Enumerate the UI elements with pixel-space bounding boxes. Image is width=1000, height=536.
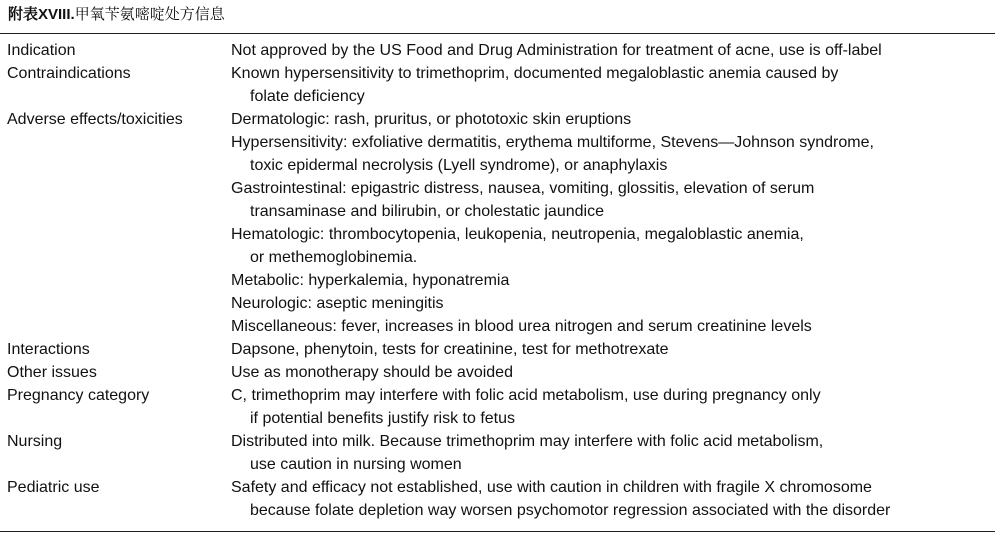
table-title-text: 甲氧苄氨嘧啶处方信息 [74, 6, 225, 23]
table-row [0, 39, 995, 62]
content-line-continued: or methemoglobinemia. [250, 249, 418, 266]
table-row [0, 361, 995, 384]
content-line: Distributed into milk. Because trimethoprim may interfere with folic acid metabolism, [231, 433, 824, 450]
content-line: Miscellaneous: fever, increases in blood urea nitrogen and serum creatinine levels [231, 318, 812, 335]
content-line: Use as monotherapy should be avoided [231, 364, 513, 381]
row-content [231, 361, 995, 384]
table-row [0, 108, 995, 338]
row-label: Pediatric use [7, 479, 100, 496]
row-content [231, 108, 995, 338]
content-line: Metabolic: hyperkalemia, hyponatremia [231, 272, 510, 289]
top-rule [0, 33, 995, 34]
content-line-continued: because folate depletion way worsen psychomotor regression associated with the disorder [250, 502, 891, 519]
content-line: Known hypersensitivity to trimethoprim, documented megaloblastic anemia caused by [231, 65, 839, 82]
table-title-number: 附表XVIII. [8, 6, 75, 23]
table-row [0, 384, 995, 430]
row-label: Interactions [7, 341, 90, 358]
row-label: Other issues [7, 364, 97, 381]
row-content [231, 39, 995, 62]
content-line: Neurologic: aseptic meningitis [231, 295, 444, 312]
row-label: Contraindications [7, 65, 131, 82]
content-line: Not approved by the US Food and Drug Administration for treatment of acne, use is off-label [231, 42, 882, 59]
row-content [231, 430, 995, 476]
content-line-continued: folate deficiency [250, 88, 365, 105]
bottom-rule [0, 531, 995, 532]
content-line-continued: if potential benefits justify risk to fetus [250, 410, 516, 427]
content-line: Dermatologic: rash, pruritus, or phototoxic skin eruptions [231, 111, 632, 128]
row-label: Adverse effects/toxicities [7, 111, 183, 128]
table-row [0, 338, 995, 361]
content-line-continued: use caution in nursing women [250, 456, 462, 473]
content-line: Gastrointestinal: epigastric distress, nausea, vomiting, glossitis, elevation of serum [231, 180, 815, 197]
content-line: Hypersensitivity: exfoliative dermatitis, erythema multiforme, Stevens—Johnson syndrome, [231, 134, 874, 151]
content-line-continued: transaminase and bilirubin, or cholestatic jaundice [250, 203, 604, 220]
content-line: Hematologic: thrombocytopenia, leukopenia, neutropenia, megaloblastic anemia, [231, 226, 804, 243]
row-content [231, 62, 995, 108]
content-line: Dapsone, phenytoin, tests for creatinine, test for methotrexate [231, 341, 669, 358]
row-content [231, 338, 995, 361]
content-line-continued: toxic epidermal necrolysis (Lyell syndrome), or anaphylaxis [250, 157, 668, 174]
row-label: Indication [7, 42, 76, 59]
table-row [0, 62, 995, 108]
content-line: C, trimethoprim may interfere with folic acid metabolism, use during pregnancy only [231, 387, 821, 404]
row-label: Nursing [7, 433, 63, 450]
row-label: Pregnancy category [7, 387, 150, 404]
table-row [0, 476, 995, 522]
table-title [8, 5, 225, 25]
table-row [0, 430, 995, 476]
row-content [231, 384, 995, 430]
row-content [231, 476, 995, 522]
prescribing-info-table [0, 39, 995, 522]
content-line: Safety and efficacy not established, use with caution in children with fragile X chromosome [231, 479, 872, 496]
